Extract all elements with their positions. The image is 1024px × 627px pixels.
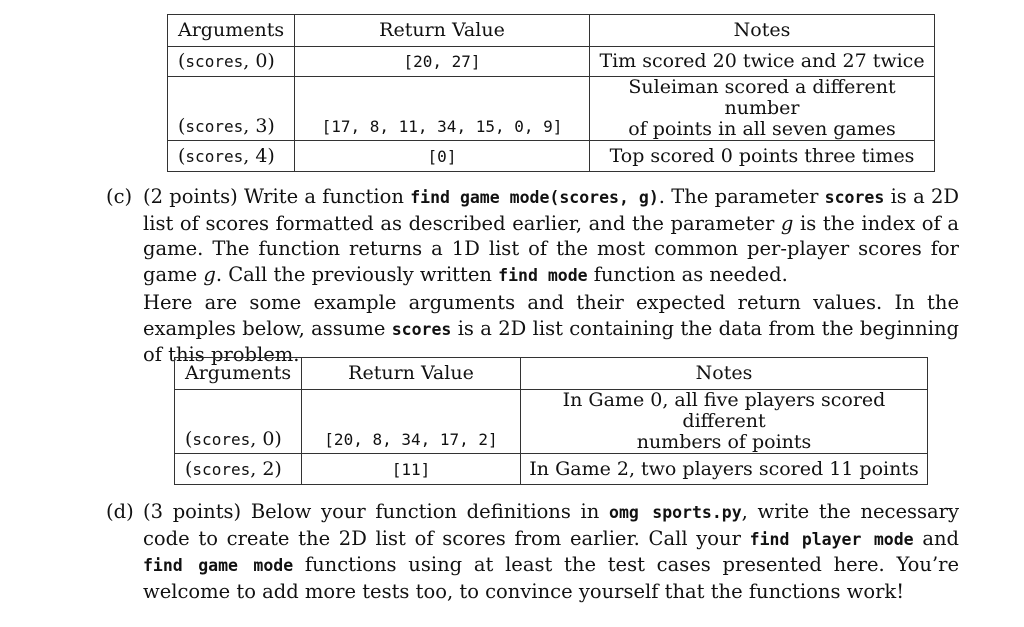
func-signature-find-game-mode: find game mode(scores, g) [410,188,659,207]
header-notes: Notes [590,15,935,47]
cell-notes: Tim scored 20 twice and 27 twice [590,47,935,77]
table-row [175,390,928,454]
examples-table-game-mode [174,357,928,485]
header-arguments: Arguments [168,15,295,47]
table-header-row [175,358,928,390]
table-row [168,47,935,77]
header-arguments: Arguments [175,358,302,390]
cell-arguments: (scores, 4) [168,141,295,172]
cell-arguments: (scores, 3) [168,77,295,141]
part-c-description: (2 points) Write a function find game mode(scores, g). The parameter scores is a 2D list of scores formatted as described earlier, and the parameter g is the index of a game. The function returns a 1D list of the most common per-player scores for game g. Call the previously written find mode function as needed. [143,185,960,286]
filename-omg-sports: omg sports.py [609,503,742,522]
header-notes: Notes [521,358,928,390]
table-row [175,454,928,485]
cell-arguments: (scores, 0) [175,390,302,454]
header-return-value: Return Value [295,15,590,47]
cell-return-value: [20, 8, 34, 17, 2] [302,390,521,454]
cell-notes: Top scored 0 points three times [590,141,935,172]
cell-notes: In Game 0, all five players scored different numbers of points [521,390,928,454]
part-c-marker: (c) [106,185,133,208]
cell-notes: In Game 2, two players scored 11 points [521,454,928,485]
cell-notes: Suleiman scored a different number of points in all seven games [590,77,935,141]
cell-arguments: (scores, 0) [168,47,295,77]
table-row [168,77,935,141]
cell-return-value: [0] [295,141,590,172]
cell-return-value: [11] [302,454,521,485]
cell-return-value: [20, 27] [295,47,590,77]
part-d-marker: (d) [106,500,134,523]
header-return-value: Return Value [302,358,521,390]
part-d-description: (3 points) Below your function definitions in omg sports.py, write the necessary code to create the 2D list of scores from earlier. Call your find player mode and find game mode functions using at least the test cases presented here. You’re welcome to add more tests too, to convince yourself that the functions work! [143,500,960,603]
table-row [168,141,935,172]
cell-arguments: (scores, 2) [175,454,302,485]
examples-table-player-mode [167,14,935,172]
table-header-row [168,15,935,47]
cell-return-value: [17, 8, 11, 34, 15, 0, 9] [295,77,590,141]
part-c-examples-intro: Here are some example arguments and their expected return values. In the examples below, assume scores is a 2D list containing the data from the beginning of this problem. [143,291,960,366]
